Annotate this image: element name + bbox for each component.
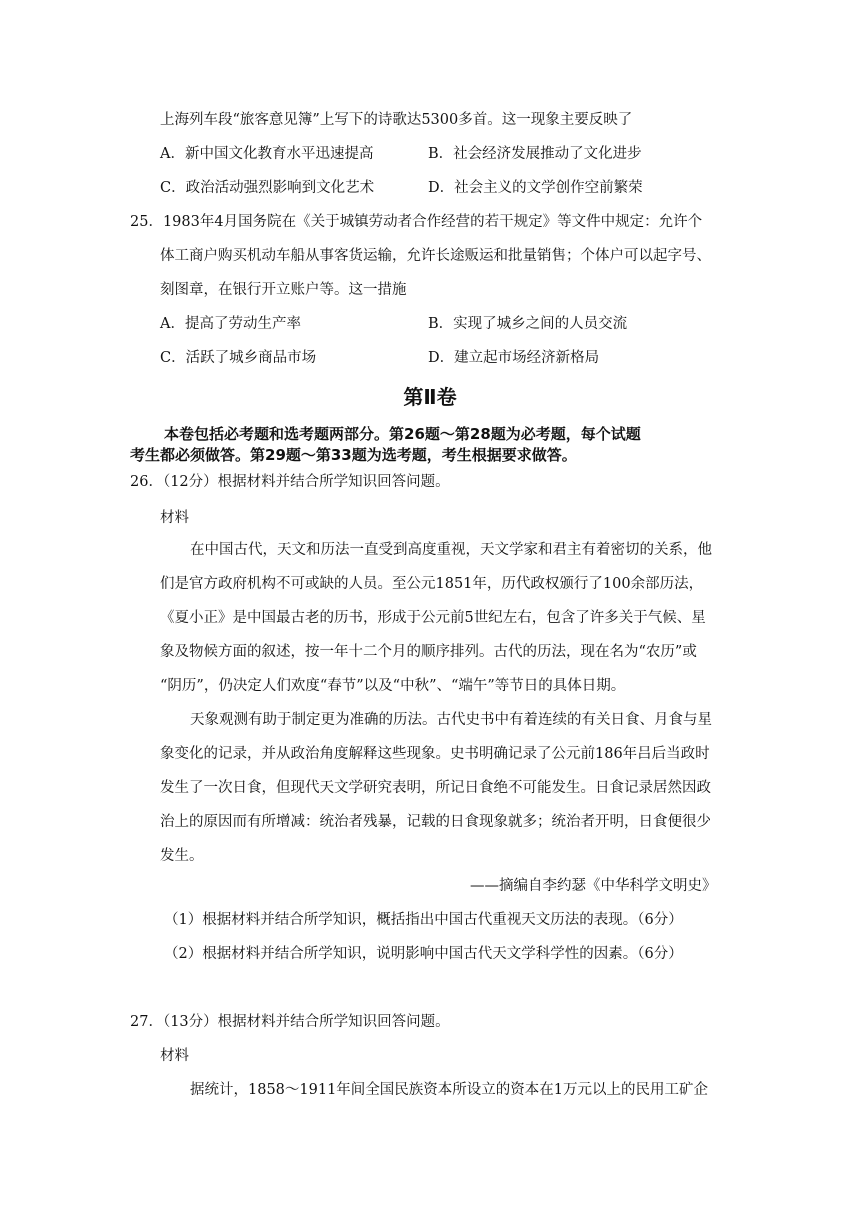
- q25-stem-line-3: 刻图章，在银行开立账户等。这一措施: [160, 282, 407, 298]
- q25-option-d: D．建立起市场经济新格局: [428, 350, 600, 366]
- q26-para2-line-5: 发生。: [160, 848, 204, 864]
- q24-option-c: C．政治活动强烈影响到文化艺术: [160, 180, 375, 196]
- q26-para2-line-1: 天象观测有助于制定更为准确的历法。古代史书中有着连续的有关日食、月食与星: [190, 712, 712, 728]
- q24-option-b: B．社会经济发展推动了文化进步: [428, 146, 642, 162]
- section-intro-line-2: 考生都必须做答。第29题～第33题为选考题，考生根据要求做答。: [130, 446, 577, 464]
- q26-subquestion-2: （2）根据材料并结合所学知识，说明影响中国古代天文学科学性的因素。（6分）: [164, 946, 683, 962]
- q26-heading: 26．（12分）根据材料并结合所学知识回答问题。: [130, 474, 450, 490]
- q26-para2-line-4: 治上的原因而有所增减：统治者残暴，记载的日食现象就多；统治者开明，日食便很少: [160, 814, 711, 830]
- q26-para1-line-1: 在中国古代，天文和历法一直受到高度重视，天文学家和君主有着密切的关系，他: [190, 542, 712, 558]
- q26-source: ——摘编自李约瑟《中华科学文明史》: [470, 878, 717, 894]
- q26-para1-line-3: 《夏小正》是中国最古老的历书，形成于公元前5世纪左右，包含了许多关于气候、星: [160, 610, 706, 626]
- q25-option-c: C．活跃了城乡商品市场: [160, 350, 317, 366]
- q27-heading: 27．（13分）根据材料并结合所学知识回答问题。: [130, 1014, 450, 1030]
- q26-para1-line-4: 象及物候方面的叙述，按一年十二个月的顺序排列。古代的历法，现在名为“农历”或: [160, 644, 697, 660]
- q26-para2-line-3: 发生了一次日食，但现代天文学研究表明，所记日食绝不可能发生。日食记录居然因政: [160, 780, 711, 796]
- q25-option-b: B．实现了城乡之间的人员交流: [428, 316, 628, 332]
- section-intro-line-1: 本卷包括必考题和选考题两部分。第26题～第28题为必考题，每个试题: [164, 425, 641, 443]
- q25-option-a: A．提高了劳动生产率: [160, 316, 301, 332]
- q25-stem-line-2: 体工商户购买机动车船从事客货运输，允许长途贩运和批量销售；个体户可以起字号、: [160, 248, 711, 264]
- section-title: 第Ⅱ卷: [403, 385, 457, 409]
- q26-para1-line-5: “阴历”，仍决定人们欢度“春节”以及“中秋”、“端午”等节日的具体日期。: [160, 678, 626, 694]
- q26-para1-line-2: 们是官方政府机构不可或缺的人员。至公元1851年，历代政权颁行了100余部历法，: [160, 576, 704, 592]
- q24-option-d: D．社会主义的文学创作空前繁荣: [428, 180, 643, 196]
- q24-option-a: A．新中国文化教育水平迅速提高: [160, 146, 374, 162]
- q26-subquestion-1: （1）根据材料并结合所学知识，概括指出中国古代重视天文历法的表现。（6分）: [164, 912, 683, 928]
- q26-material-label: 材料: [160, 510, 189, 526]
- q27-material-label: 材料: [160, 1048, 189, 1064]
- q26-para2-line-2: 象变化的记录，并从政治角度解释这些现象。史书明确记录了公元前186年吕后当政时: [160, 746, 710, 762]
- q24-continuation: 上海列车段“旅客意见簿”上写下的诗歌达5300多首。这一现象主要反映了: [160, 112, 633, 128]
- q27-para1-line-1: 据统计，1858～1911年间全国民族资本所设立的资本在1万元以上的民用工矿企: [190, 1082, 709, 1098]
- q25-stem-line-1: 25．1983年4月国务院在《关于城镇劳动者合作经营的若干规定》等文件中规定：允许个: [130, 214, 703, 230]
